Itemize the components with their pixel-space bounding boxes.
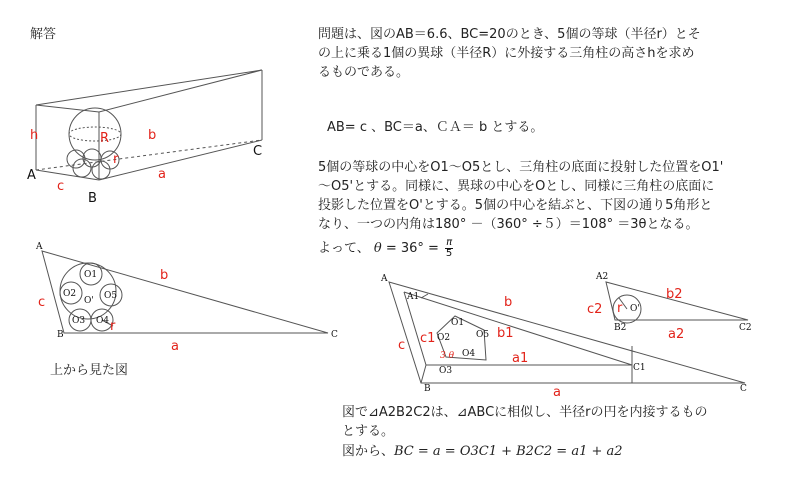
top-view-label-o1: O1 (84, 270, 98, 280)
theta-value: = 36° = (381, 241, 439, 256)
similar-label-r: r (617, 301, 623, 316)
analysis-label-C1: C1 (633, 363, 646, 373)
theta-symbol: θ (373, 241, 382, 256)
similar-label-c2: c2 (587, 302, 603, 317)
analysis-label-theta: 3 θ (440, 351, 455, 361)
analysis-label-a: a (553, 385, 561, 400)
prism-label-A: A (27, 168, 36, 183)
prism-figure (36, 70, 262, 180)
top-view-label-o5: O5 (104, 291, 118, 301)
conclusion-line-3-prefix: 図から、 (342, 444, 395, 459)
similar-label-A2: A2 (596, 272, 609, 282)
prism-top-face (36, 70, 262, 112)
analysis-label-b1: b1 (497, 326, 514, 341)
prism-label-h: h (30, 128, 39, 143)
similar-label-a2: a2 (668, 327, 685, 342)
analysis-label-C: C (740, 384, 747, 394)
problem-line-3: るものである。 (318, 65, 410, 80)
fraction-numerator: π (446, 237, 453, 248)
top-view-label-c: c (38, 295, 46, 310)
analysis-o3-foot (421, 365, 426, 383)
top-view-label-a: a (171, 339, 179, 354)
analysis-label-o2: O2 (437, 333, 451, 343)
analysis-label-A: A (381, 274, 388, 284)
similar-label-b2: b2 (666, 287, 683, 302)
conclusion-line-2: とする。 (342, 424, 395, 439)
fraction-denominator: 5 (445, 248, 453, 259)
side-definition: AB= c 、BC＝a、ＣＡ＝ b とする。 (327, 120, 544, 135)
top-view-label-o2: O2 (63, 289, 77, 299)
analysis-label-B: B (424, 384, 431, 394)
prism-label-C: C (253, 144, 263, 159)
top-view-label-o3: O3 (72, 316, 86, 326)
top-view-label-r: r (110, 319, 116, 334)
explanation-line-3: 投影した位置をO'とする。5個の中心を結ぶと、下図の通り5角形と (318, 198, 713, 213)
analysis-label-o5: O5 (476, 330, 490, 340)
conclusion-line-1: 図で⊿A2B2C2は、⊿ABCに相似し、半径rの円を内接するもの (342, 405, 708, 420)
analysis-label-o1: O1 (451, 318, 465, 328)
big-sphere-equator (69, 127, 121, 141)
top-view-label-o4: O4 (96, 316, 110, 326)
problem-line-2: の上に乗る1個の異球（半径R）に外接する三角柱の高さhを求め (318, 46, 695, 61)
explanation-line-1: 5個の等球の中心をO1～O5とし、三角柱の底面に投射した位置をO1' (318, 160, 724, 175)
analysis-label-a1: a1 (512, 351, 529, 366)
small-sphere-5 (92, 161, 110, 179)
top-view-label-b: b (160, 268, 169, 283)
prism-label-R: R (100, 131, 110, 146)
explanation-line-2: ～O5'とする。同様に、異球の中心をOとし、同様に三角柱の底面に (318, 179, 715, 194)
prism-label-c: c (57, 179, 65, 194)
prism-bottom-a (99, 140, 262, 180)
answer-heading: 解答 (30, 27, 57, 42)
prism-label-B: B (88, 191, 97, 206)
analysis-label-b: b (504, 295, 513, 310)
analysis-a1-tick (421, 294, 428, 298)
top-view-label-C: C (331, 330, 338, 340)
similar-label-O: O' (630, 304, 640, 314)
similar-label-C2: C2 (739, 323, 752, 333)
top-view-label-A: A (36, 242, 43, 252)
prism-bottom-c (36, 170, 99, 180)
analysis-label-o3: O3 (439, 366, 453, 376)
analysis-label-o4: O4 (462, 349, 476, 359)
top-view-label-o: O' (84, 296, 94, 306)
top-view-label-B: B (57, 330, 64, 340)
analysis-label-c: c (398, 338, 406, 353)
prism-label-a: a (158, 167, 166, 182)
similar-label-B2: B2 (614, 323, 627, 333)
top-view-caption: 上から見た図 (50, 363, 129, 378)
analysis-label-c1: c1 (420, 331, 436, 346)
explanation-line-4: なり、一つの内角は180° －（360° ÷５）＝108° ＝3θとなる。 (318, 217, 699, 232)
analysis-label-A1: A1 (407, 292, 420, 302)
conclusion-prefix: よって、 (318, 241, 370, 256)
formula: BC = a = O3C1 + B2C2 = a1 + a2 (394, 444, 623, 459)
prism-label-r: r (113, 152, 119, 167)
prism-label-b: b (148, 128, 157, 143)
problem-line-1: 問題は、図のAB＝6.6、BC=20のとき、5個の等球（半径r）とそ (318, 27, 701, 42)
